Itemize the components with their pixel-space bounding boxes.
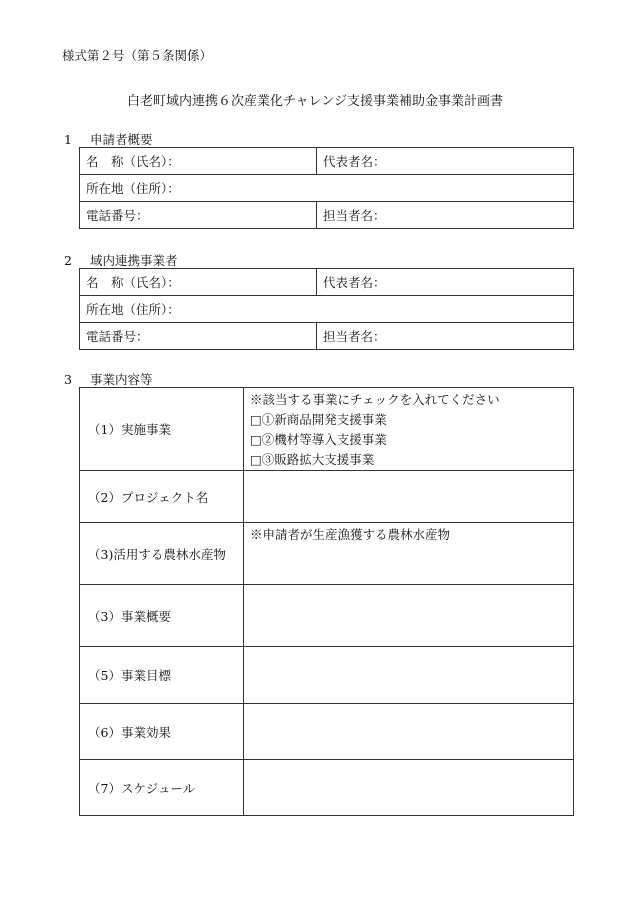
document-title: 白老町域内連携６次産業化チャレンジ支援事業補助金事業計画書 (127, 94, 503, 109)
overview-field[interactable] (244, 585, 574, 647)
section1-title: 申請者概要 (90, 132, 153, 147)
applicant-name-field[interactable]: 名 称（氏名）： (80, 148, 317, 175)
applicant-table (79, 147, 574, 229)
section3-title: 事業内容等 (90, 372, 153, 387)
produce-label: （3)活用する農林水産物 (80, 523, 244, 585)
section2-number: 2 (64, 253, 72, 268)
project-name-label: （2）プロジェクト名 (80, 471, 244, 523)
section3-number: 3 (64, 372, 72, 387)
applicant-address-field[interactable]: 所在地（住所）： (80, 175, 574, 202)
section3-heading (64, 370, 153, 388)
business-content-table (79, 387, 574, 816)
table-row (80, 388, 574, 471)
implementation-note: ※該当する事業にチェックを入れてください (250, 392, 500, 407)
implementation-label: （1）実施事業 (80, 388, 244, 471)
partner-phone-field[interactable]: 電話番号： (80, 323, 317, 350)
section1-heading (64, 130, 153, 148)
partner-address-field[interactable]: 所在地（住所）： (80, 296, 574, 323)
effect-label: （6）事業効果 (80, 704, 244, 760)
effect-field[interactable] (244, 704, 574, 760)
implementation-cell (244, 388, 574, 471)
section2-heading (64, 251, 178, 269)
produce-note: ※申請者が生産漁獲する農林水産物 (250, 527, 451, 542)
partner-rep-field[interactable]: 代表者名： (317, 269, 574, 296)
option-sales-channel-checkbox[interactable]: □③販路拡大支援事業 (250, 452, 375, 467)
table-row (80, 471, 574, 523)
section1-number: 1 (64, 132, 72, 147)
schedule-field[interactable] (244, 760, 574, 816)
partner-name-field[interactable]: 名 称（氏名）： (80, 269, 317, 296)
partner-contact-field[interactable]: 担当者名： (317, 323, 574, 350)
overview-label: （3）事業概要 (80, 585, 244, 647)
table-row (80, 704, 574, 760)
goal-field[interactable] (244, 647, 574, 704)
goal-label: （5）事業目標 (80, 647, 244, 704)
form-id: 様式第２号（第５条関係） (62, 48, 213, 63)
section2-title: 域内連携事業者 (90, 253, 178, 268)
produce-field[interactable] (244, 523, 574, 585)
schedule-label: （7）スケジュール (80, 760, 244, 816)
table-row (80, 523, 574, 585)
applicant-rep-field[interactable]: 代表者名： (317, 148, 574, 175)
option-new-product-checkbox[interactable]: □①新商品開発支援事業 (250, 412, 387, 427)
project-name-field[interactable] (244, 471, 574, 523)
partner-table (79, 268, 574, 350)
table-row (80, 647, 574, 704)
table-row (80, 760, 574, 816)
applicant-phone-field[interactable]: 電話番号： (80, 202, 317, 229)
applicant-contact-field[interactable]: 担当者名： (317, 202, 574, 229)
table-row (80, 585, 574, 647)
option-equipment-checkbox[interactable]: □②機材等導入支援事業 (250, 432, 387, 447)
